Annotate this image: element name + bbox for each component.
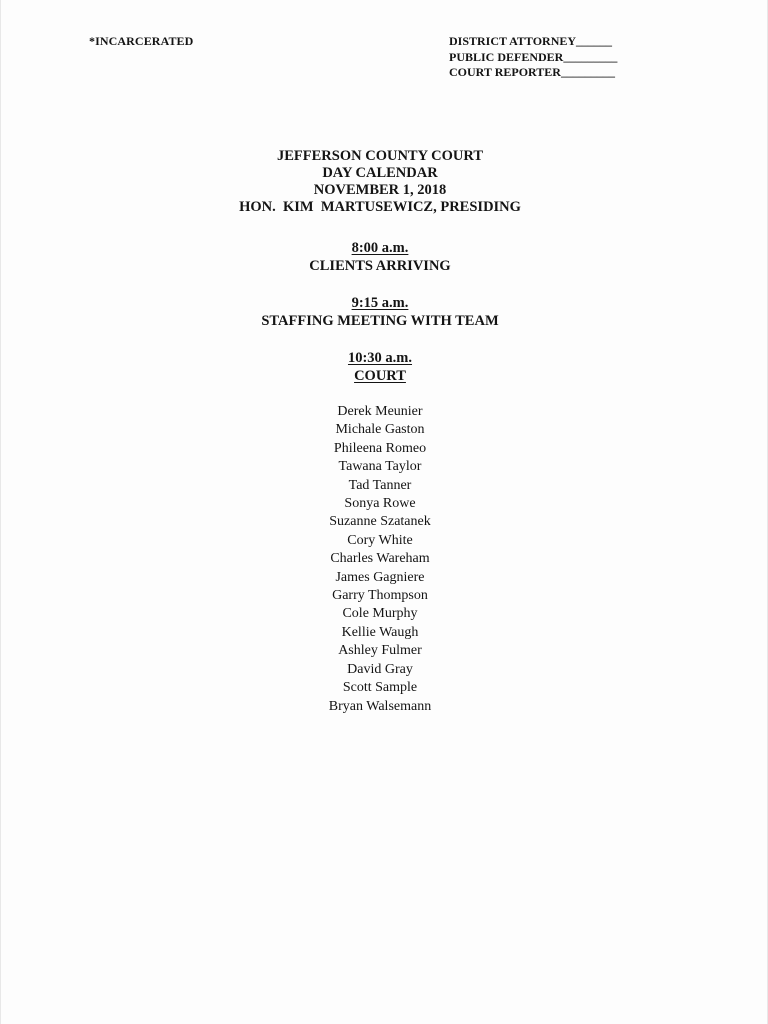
list-item: Cory White	[347, 532, 413, 548]
routing-public-defender	[449, 50, 617, 66]
schedule-item	[1, 294, 759, 330]
schedule-event: COURT	[354, 368, 406, 384]
list-item: David Gray	[347, 661, 413, 677]
schedule-item	[1, 239, 759, 275]
presiding-judge: HON. KIM MARTUSEWICZ, PRESIDING	[239, 199, 521, 215]
client-name-list	[1, 403, 759, 716]
list-item: Cole Murphy	[342, 606, 418, 622]
routing-blank: _________	[560, 65, 615, 79]
schedule-time: 8:00 a.m.	[351, 240, 409, 256]
list-item: Sonya Rowe	[344, 496, 416, 512]
list-item: Tad Tanner	[348, 477, 412, 493]
schedule-event: CLIENTS ARRIVING	[309, 258, 451, 274]
routing-label: DISTRICT ATTORNEY	[449, 34, 577, 48]
list-item: Phileena Romeo	[333, 440, 427, 456]
schedule-event: STAFFING MEETING WITH TEAM	[261, 313, 499, 329]
routing-blank: ______	[576, 34, 613, 48]
list-item: Ashley Fulmer	[338, 643, 422, 659]
routing-list	[449, 34, 617, 81]
list-item: James Gagniere	[335, 569, 425, 585]
list-item: Tawana Taylor	[338, 459, 422, 475]
list-item: Bryan Walsemann	[328, 698, 432, 714]
routing-blank: _________	[563, 49, 618, 64]
schedule-time: 9:15 a.m.	[351, 295, 409, 311]
schedule-time: 10:30 a.m.	[347, 350, 413, 366]
court-name: JEFFERSON COUNTY COURT	[277, 148, 483, 164]
routing-label: COURT REPORTER	[449, 65, 561, 79]
list-item: Scott Sample	[342, 680, 418, 696]
calendar-title: DAY CALENDAR	[322, 165, 438, 181]
schedule-item	[1, 349, 759, 385]
list-item: Charles Wareham	[330, 551, 430, 567]
list-item: Garry Thompson	[332, 588, 428, 604]
list-item: Suzanne Szatanek	[329, 514, 431, 530]
calendar-date: NOVEMBER 1, 2018	[313, 182, 447, 198]
calendar-header	[1, 148, 759, 216]
list-item: Kellie Waugh	[341, 624, 419, 640]
routing-label: PUBLIC DEFENDER	[449, 49, 564, 64]
incarcerated-note: *INCARCERATED	[89, 34, 194, 48]
routing-court-reporter	[449, 65, 617, 81]
list-item: Michale Gaston	[335, 422, 425, 438]
routing-district-attorney	[449, 34, 617, 50]
list-item: Derek Meunier	[337, 404, 423, 419]
